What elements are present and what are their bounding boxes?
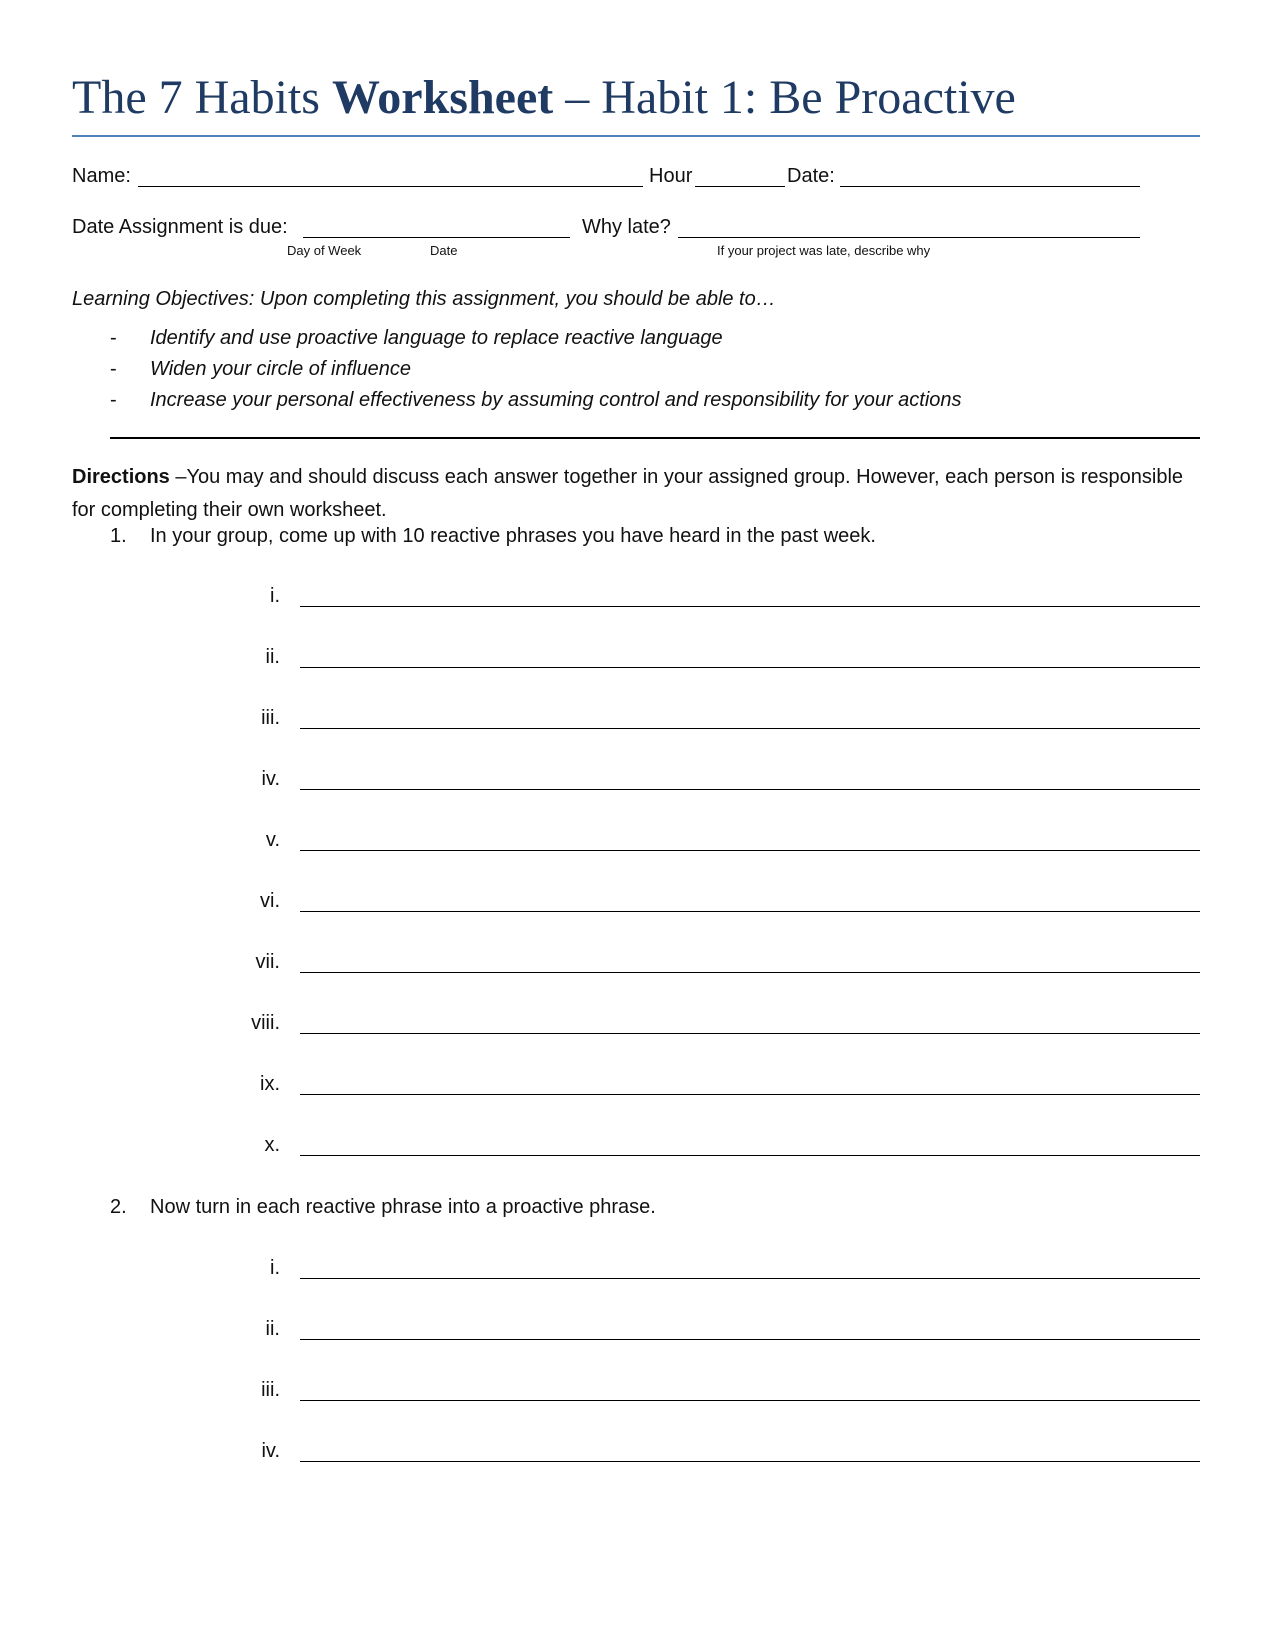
title-bold: Worksheet — [331, 71, 554, 124]
worksheet-title — [72, 70, 1016, 125]
title-part-1: The 7 Habits — [72, 71, 332, 124]
answer-label: x. — [264, 1134, 280, 1156]
answer-label: vi. — [260, 890, 280, 912]
question-text: In your group, come up with 10 reactive phrases you have heard in the past week. — [150, 525, 876, 547]
answer-line[interactable] — [300, 606, 1200, 607]
question-2 — [110, 1196, 656, 1219]
date-hint: Date — [430, 243, 458, 258]
answer-line[interactable] — [300, 1461, 1200, 1462]
name-field[interactable] — [138, 186, 643, 187]
late-reason-hint: If your project was late, describe why — [717, 243, 931, 258]
question-text: Now turn in each reactive phrase into a proactive phrase. — [150, 1196, 656, 1218]
day-of-week-hint: Day of Week — [287, 243, 362, 258]
answer-label: iv. — [261, 1440, 280, 1462]
answer-line[interactable] — [300, 1339, 1200, 1340]
answer-label: ii. — [265, 646, 280, 668]
answer-label: iii. — [261, 1379, 280, 1401]
objective-text: Increase your personal effectiveness by assuming control and responsibility for your actions — [150, 389, 962, 411]
answer-line[interactable] — [300, 728, 1200, 729]
bullet-dash: - — [110, 327, 117, 349]
hour-field[interactable] — [695, 186, 785, 187]
answer-label: ix. — [260, 1073, 280, 1095]
directions-paragraph — [72, 461, 1192, 527]
bullet-dash: - — [110, 389, 117, 411]
answer-line[interactable] — [300, 850, 1200, 851]
answer-label: iv. — [261, 768, 280, 790]
objective-item — [110, 327, 723, 350]
answer-line[interactable] — [300, 1155, 1200, 1156]
title-part-2: – Habit 1: Be Proactive — [553, 71, 1016, 124]
question-number: 1. — [110, 525, 127, 547]
answer-line[interactable] — [300, 1033, 1200, 1034]
name-label: Name: — [72, 165, 131, 187]
objective-text: Widen your circle of influence — [150, 358, 412, 380]
answer-label: viii. — [251, 1012, 280, 1034]
answer-label: iii. — [261, 707, 280, 729]
answer-label: i. — [270, 1257, 280, 1279]
answer-label: i. — [270, 585, 280, 607]
answer-line[interactable] — [300, 1094, 1200, 1095]
directions-text: –You may and should discuss each answer together in your assigned group. However, each person is responsible for completing their own worksheet. — [72, 466, 1184, 521]
answer-line[interactable] — [300, 972, 1200, 973]
why-late-label: Why late? — [582, 216, 671, 238]
date-label: Date: — [787, 165, 835, 187]
learning-objectives-intro: Learning Objectives: Upon completing this assignment, you should be able to… — [72, 288, 776, 310]
question-1 — [110, 525, 876, 548]
answer-label: vii. — [255, 951, 280, 973]
answer-label: ii. — [265, 1318, 280, 1340]
due-date-field[interactable] — [303, 237, 570, 238]
why-late-field[interactable] — [678, 237, 1140, 238]
answer-label: v. — [265, 829, 280, 851]
hour-label: Hour — [649, 165, 693, 187]
answer-line[interactable] — [300, 667, 1200, 668]
date-field[interactable] — [840, 186, 1140, 187]
objective-item — [110, 389, 962, 412]
objective-item — [110, 358, 411, 381]
section-divider — [110, 437, 1200, 439]
title-underline — [72, 135, 1200, 137]
answer-line[interactable] — [300, 1278, 1200, 1279]
answer-line[interactable] — [300, 1400, 1200, 1401]
question-number: 2. — [110, 1196, 127, 1218]
directions-label: Directions — [72, 466, 170, 488]
objective-text: Identify and use proactive language to replace reactive language — [150, 327, 723, 349]
bullet-dash: - — [110, 358, 117, 380]
answer-line[interactable] — [300, 911, 1200, 912]
answer-line[interactable] — [300, 789, 1200, 790]
due-date-label: Date Assignment is due: — [72, 216, 288, 238]
